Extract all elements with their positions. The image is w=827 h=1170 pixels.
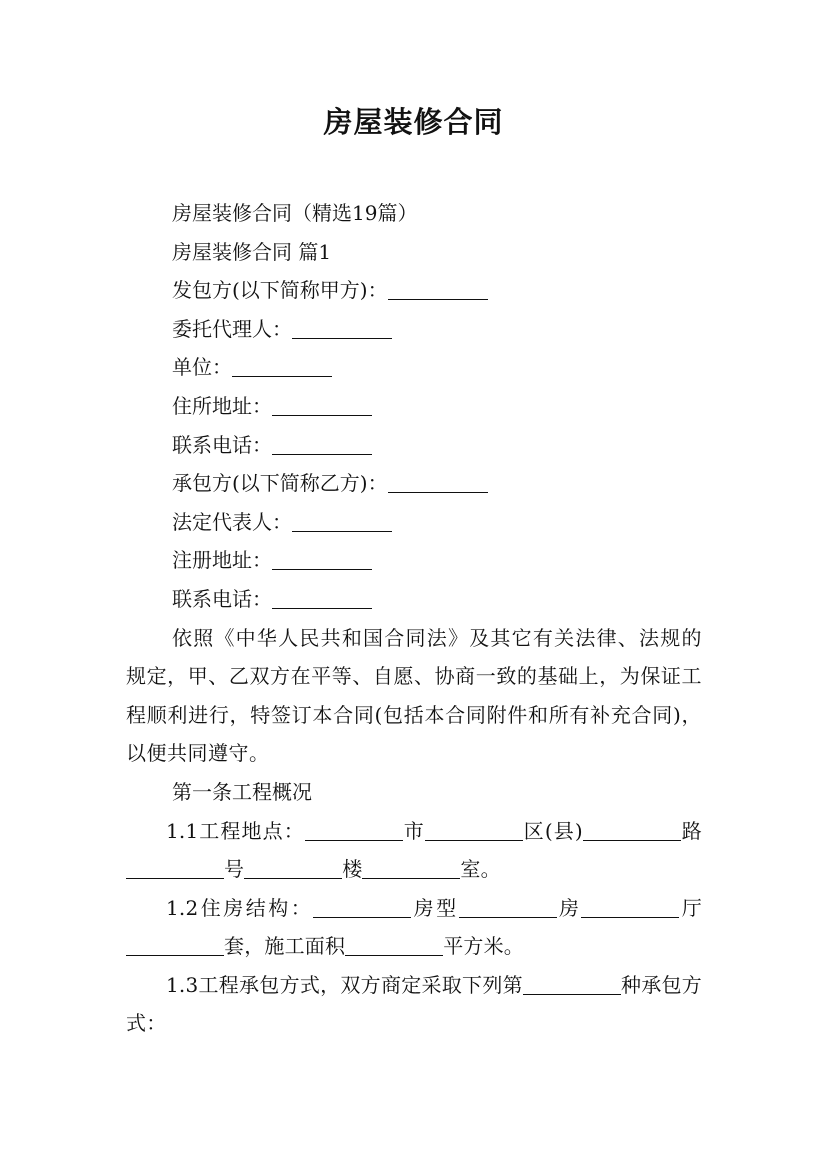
building-label: 楼 — [342, 857, 363, 882]
contract-mode-blank — [523, 974, 621, 995]
agent-label: 委托代理人： — [172, 316, 292, 341]
agent-blank — [292, 318, 392, 339]
intro-paragraph: 依照《中华人民共和国合同法》及其它有关法律、法规的规定，甲、乙双方在平等、自愿、协商一致的基础上，为保证工程顺利进行，特签订本合同(包括本合同附件和所有补充合同)，以便共同遵守。 — [126, 625, 702, 766]
road-label: 路 — [680, 818, 702, 843]
structure-blank — [313, 897, 411, 918]
area-unit-label: 平方米。 — [443, 934, 525, 959]
address-line — [126, 387, 702, 426]
city-blank — [305, 820, 403, 841]
area-blank — [345, 935, 443, 956]
phone-b-line — [126, 580, 702, 619]
halls-label: 厅 — [679, 895, 702, 920]
item-1-3-suffix: 种承包方式： — [126, 972, 702, 1036]
unit-line — [126, 348, 702, 387]
phone-a-label: 联系电话： — [172, 432, 272, 457]
phone-b-label: 联系电话： — [172, 586, 272, 611]
legal-rep-label: 法定代表人： — [172, 509, 292, 534]
unit-blank — [232, 356, 332, 377]
item-1-2 — [126, 889, 702, 966]
road-blank — [583, 820, 681, 841]
number-blank — [126, 858, 224, 879]
legal-rep-line — [126, 503, 702, 542]
reg-address-blank — [272, 549, 372, 570]
type-label: 房型 — [411, 895, 459, 920]
heading-selected: 房屋装修合同（精选19篇） — [172, 201, 418, 225]
legal-rep-blank — [292, 511, 392, 532]
agent-line — [126, 310, 702, 349]
section-1-heading: 第一条工程概况 — [172, 779, 312, 804]
party-b-label: 承包方(以下简称乙方)： — [172, 471, 388, 496]
rooms-label: 房 — [556, 895, 582, 920]
reg-address-line — [126, 541, 702, 580]
phone-a-line — [126, 426, 702, 465]
party-a-line — [126, 271, 702, 310]
type-blank — [459, 897, 557, 918]
unit-label: 单位： — [172, 355, 232, 380]
number-label: 号 — [224, 857, 245, 882]
party-a-blank — [388, 279, 488, 300]
party-a-label: 发包方(以下简称甲方)： — [172, 278, 388, 303]
heading-part-1: 房屋装修合同 篇1 — [172, 239, 332, 264]
halls-blank — [126, 935, 224, 956]
item-1-1-prefix: 1.1工程地点： — [166, 818, 305, 843]
address-label: 住所地址： — [172, 393, 272, 418]
district-blank — [425, 820, 523, 841]
building-blank — [244, 858, 342, 879]
address-blank — [272, 395, 372, 416]
phone-b-blank — [272, 588, 372, 609]
party-b-line — [126, 464, 702, 503]
reg-address-label: 注册地址： — [172, 548, 272, 573]
room-label: 室。 — [460, 857, 501, 882]
room-blank — [362, 858, 460, 879]
district-label: 区(县) — [522, 818, 583, 843]
item-1-2-prefix: 1.2住房结构： — [166, 895, 314, 920]
sets-label: 套，施工面积 — [224, 934, 346, 959]
item-1-3-prefix: 1.3工程承包方式，双方商定采取下列第 — [166, 972, 523, 997]
party-b-blank — [388, 472, 488, 493]
item-1-1 — [126, 812, 702, 889]
document-title: 房屋装修合同 — [323, 105, 504, 139]
rooms-blank — [581, 897, 679, 918]
phone-a-blank — [272, 434, 372, 455]
document-body — [126, 194, 702, 1043]
item-1-3 — [126, 966, 702, 1043]
city-label: 市 — [402, 818, 425, 843]
